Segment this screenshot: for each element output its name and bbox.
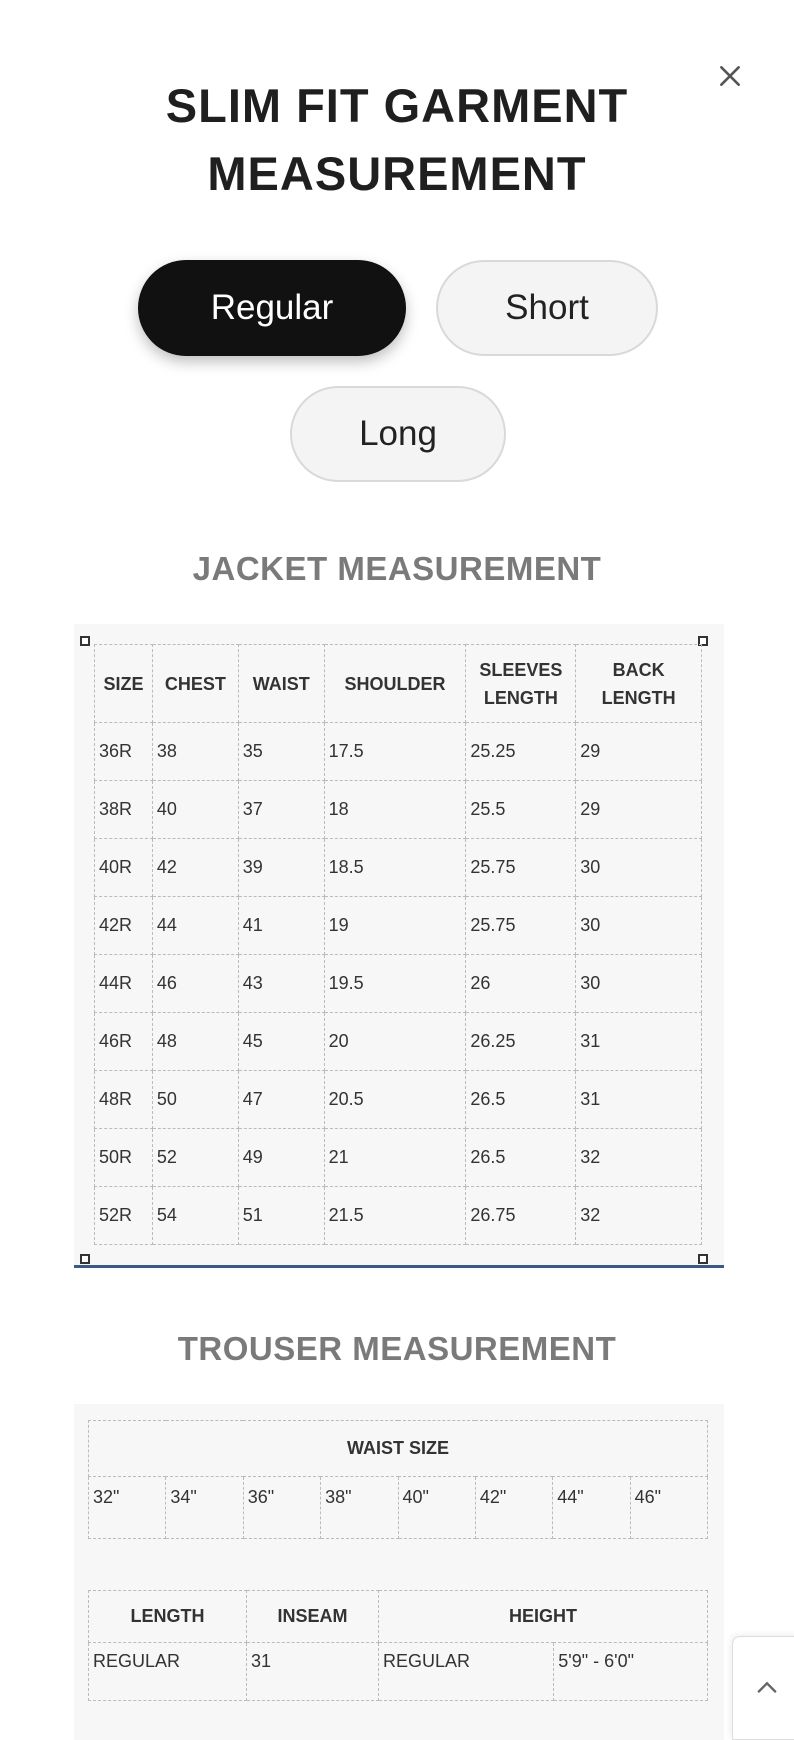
header-length: LENGTH	[89, 1591, 247, 1643]
cell-waist: 41	[238, 897, 324, 955]
table-header-row	[89, 1591, 708, 1643]
cell-waist-size: 38"	[321, 1477, 398, 1539]
cell-back-length: 30	[576, 897, 702, 955]
title-line-2: MEASUREMENT	[207, 147, 587, 200]
table-row	[95, 955, 702, 1013]
cell-waist-size: 36"	[243, 1477, 320, 1539]
cell-chest: 44	[152, 897, 238, 955]
cell-size: 40R	[95, 839, 153, 897]
cell-waist: 37	[238, 781, 324, 839]
cell-sleeves-length: 25.75	[466, 897, 576, 955]
jacket-section-title: JACKET MEASUREMENT	[192, 550, 602, 587]
cell-back-length: 31	[576, 1013, 702, 1071]
cell-sleeves-length: 26	[466, 955, 576, 1013]
cell-shoulder: 20	[324, 1013, 466, 1071]
cell-size: 36R	[95, 723, 153, 781]
table-row	[95, 1071, 702, 1129]
resize-handle-bottom-left[interactable]	[80, 1254, 90, 1264]
page-title	[80, 72, 714, 208]
tab-regular[interactable]: Regular	[138, 260, 406, 356]
cell-size: 48R	[95, 1071, 153, 1129]
cell-back-length: 29	[576, 781, 702, 839]
title-line-1: SLIM FIT GARMENT	[165, 79, 629, 132]
close-icon	[717, 63, 743, 89]
cell-chest: 52	[152, 1129, 238, 1187]
cell-sleeves-length: 26.75	[466, 1187, 576, 1245]
table-row	[89, 1643, 708, 1701]
cell-waist-size: 32"	[89, 1477, 166, 1539]
header-waist: WAIST	[238, 645, 324, 723]
cell-waist-size: 44"	[553, 1477, 630, 1539]
cell-waist: 35	[238, 723, 324, 781]
table-row	[95, 1013, 702, 1071]
table-row	[95, 723, 702, 781]
cell-chest: 38	[152, 723, 238, 781]
cell-height-range: 5'9" - 6'0"	[554, 1643, 708, 1701]
header-height: HEIGHT	[379, 1591, 708, 1643]
cell-shoulder: 18	[324, 781, 466, 839]
cell-waist: 47	[238, 1071, 324, 1129]
cell-size: 52R	[95, 1187, 153, 1245]
table-row	[95, 1129, 702, 1187]
table-row	[95, 897, 702, 955]
cell-size: 42R	[95, 897, 153, 955]
header-chest: CHEST	[152, 645, 238, 723]
cell-chest: 54	[152, 1187, 238, 1245]
cell-chest: 46	[152, 955, 238, 1013]
cell-height-label: REGULAR	[379, 1643, 554, 1701]
cell-chest: 50	[152, 1071, 238, 1129]
cell-size: 46R	[95, 1013, 153, 1071]
cell-waist: 51	[238, 1187, 324, 1245]
table-row	[89, 1477, 708, 1539]
cell-chest: 40	[152, 781, 238, 839]
chevron-up-icon	[753, 1674, 781, 1702]
resize-handle-top-left[interactable]	[80, 636, 90, 646]
cell-length: REGULAR	[89, 1643, 247, 1701]
table-header-row	[89, 1421, 708, 1477]
cell-inseam: 31	[247, 1643, 379, 1701]
header-back-length: BACK LENGTH	[576, 645, 702, 723]
length-table	[88, 1590, 708, 1701]
cell-shoulder: 19.5	[324, 955, 466, 1013]
cell-sleeves-length: 25.5	[466, 781, 576, 839]
cell-size: 44R	[95, 955, 153, 1013]
cell-waist: 43	[238, 955, 324, 1013]
trouser-table-container	[74, 1404, 724, 1740]
cell-waist: 45	[238, 1013, 324, 1071]
cell-sleeves-length: 25.75	[466, 839, 576, 897]
cell-size: 38R	[95, 781, 153, 839]
header-waist-size: WAIST SIZE	[89, 1421, 708, 1477]
table-row	[95, 839, 702, 897]
cell-shoulder: 21	[324, 1129, 466, 1187]
cell-shoulder: 18.5	[324, 839, 466, 897]
header-inseam: INSEAM	[247, 1591, 379, 1643]
cell-size: 50R	[95, 1129, 153, 1187]
cell-waist: 49	[238, 1129, 324, 1187]
cell-back-length: 30	[576, 955, 702, 1013]
trouser-section-title: TROUSER MEASUREMENT	[177, 1330, 617, 1367]
cell-waist-size: 46"	[630, 1477, 707, 1539]
length-table-body	[89, 1643, 708, 1701]
cell-shoulder: 21.5	[324, 1187, 466, 1245]
cell-chest: 42	[152, 839, 238, 897]
cell-waist-size: 42"	[475, 1477, 552, 1539]
jacket-measurement-table	[94, 644, 702, 1245]
jacket-table-body	[95, 723, 702, 1245]
cell-waist-size: 40"	[398, 1477, 475, 1539]
waist-size-table	[88, 1420, 708, 1539]
cell-sleeves-length: 26.25	[466, 1013, 576, 1071]
cell-waist: 39	[238, 839, 324, 897]
cell-back-length: 32	[576, 1187, 702, 1245]
cell-sleeves-length: 26.5	[466, 1129, 576, 1187]
cell-shoulder: 20.5	[324, 1071, 466, 1129]
table-row	[95, 1187, 702, 1245]
cell-shoulder: 17.5	[324, 723, 466, 781]
resize-handle-bottom-right[interactable]	[698, 1254, 708, 1264]
cell-back-length: 29	[576, 723, 702, 781]
cell-shoulder: 19	[324, 897, 466, 955]
header-size: SIZE	[95, 645, 153, 723]
table-header-row	[95, 645, 702, 723]
cell-back-length: 31	[576, 1071, 702, 1129]
tab-short[interactable]: Short	[436, 260, 658, 356]
cell-sleeves-length: 25.25	[466, 723, 576, 781]
close-button[interactable]	[712, 58, 748, 94]
cell-back-length: 32	[576, 1129, 702, 1187]
table-row	[95, 781, 702, 839]
cell-chest: 48	[152, 1013, 238, 1071]
cell-waist-size: 34"	[166, 1477, 243, 1539]
jacket-table-container	[74, 624, 724, 1268]
scroll-to-top-button[interactable]	[732, 1636, 794, 1740]
header-sleeves-length: SLEEVES LENGTH	[466, 645, 576, 723]
cell-sleeves-length: 26.5	[466, 1071, 576, 1129]
cell-back-length: 30	[576, 839, 702, 897]
tab-long[interactable]: Long	[290, 386, 506, 482]
header-shoulder: SHOULDER	[324, 645, 466, 723]
